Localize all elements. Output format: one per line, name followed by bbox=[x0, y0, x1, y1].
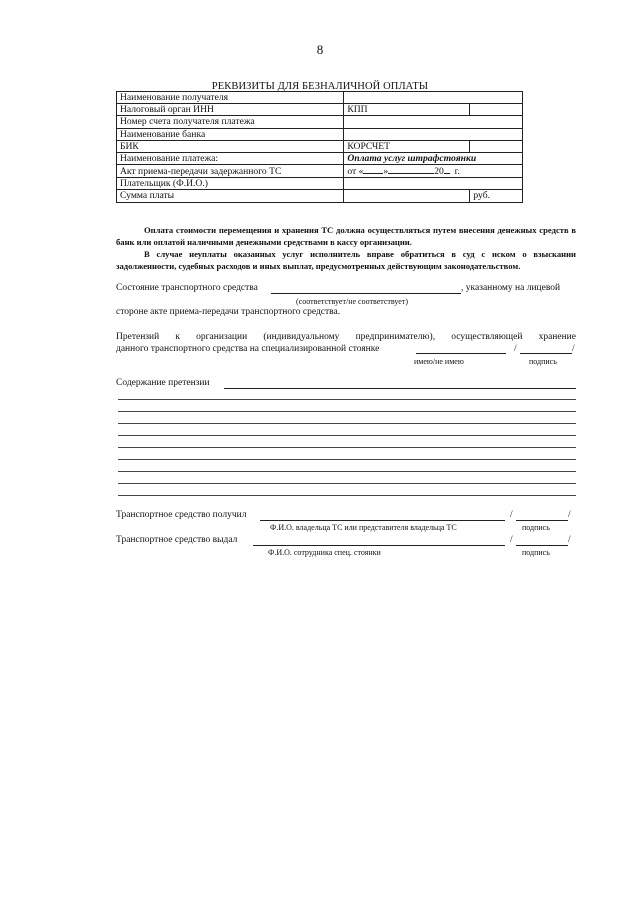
requisites-table bbox=[116, 91, 523, 203]
claim-line[interactable] bbox=[118, 459, 576, 460]
vehicle-state-label: Состояние транспортного средства bbox=[116, 283, 258, 293]
page-number: 8 bbox=[316, 42, 324, 57]
received-name-field[interactable] bbox=[260, 520, 505, 521]
row-value bbox=[344, 116, 523, 128]
row-value bbox=[344, 128, 523, 140]
corr-account-label: КОРСЧЕТ bbox=[347, 140, 391, 152]
table-row bbox=[117, 116, 523, 128]
row-label: Наименование банка bbox=[117, 128, 344, 140]
vehicle-state-suffix: , указанному на лицевой bbox=[461, 283, 561, 293]
claims-answer-field[interactable] bbox=[416, 353, 506, 354]
table-row bbox=[117, 152, 523, 164]
currency-label: руб. bbox=[473, 190, 490, 202]
claims-hint-right: подпись bbox=[529, 357, 557, 366]
row-label: Налоговый орган ИНН bbox=[117, 104, 344, 116]
vehicle-state-field[interactable] bbox=[271, 293, 461, 294]
received-sign-hint: подпись bbox=[522, 523, 550, 532]
row-value bbox=[344, 178, 523, 190]
requisites-title: РЕКВИЗИТЫ ДЛЯ БЕЗНАЛИЧНОЙ ОПЛАТЫ bbox=[211, 81, 429, 92]
claim-line[interactable] bbox=[118, 483, 576, 484]
row-label: БИК bbox=[117, 140, 344, 152]
issued-sign-hint: подпись bbox=[522, 548, 550, 557]
cell-divider bbox=[469, 190, 470, 201]
vehicle-state-hint: (соответствует/не соответствует) bbox=[296, 297, 408, 306]
act-date-prefix: от « bbox=[347, 166, 364, 178]
kpp-label: КПП bbox=[347, 104, 368, 116]
cell-divider bbox=[469, 104, 470, 115]
issued-signature-field[interactable] bbox=[516, 545, 568, 546]
table-row bbox=[117, 165, 523, 178]
claim-line[interactable] bbox=[118, 435, 576, 436]
claim-line[interactable] bbox=[118, 399, 576, 400]
issued-hint: Ф.И.О. сотрудника спец. стоянки bbox=[268, 548, 381, 557]
nonpayment-notice: В случае неуплаты оказанных услуг исполнитель вправе обратиться в суд с иском о взыскании задолженности, судебных расходов и иных выплат, предусмотренных действующим законодательством. bbox=[116, 249, 576, 271]
act-date-suffix: г. bbox=[454, 166, 460, 178]
claims-signature-field[interactable] bbox=[520, 353, 572, 354]
row-label: Номер счета получателя платежа bbox=[117, 116, 344, 128]
table-row bbox=[117, 190, 523, 202]
row-value bbox=[344, 92, 523, 104]
table-row bbox=[117, 140, 523, 152]
claims-line1: Претензий к организации (индивидуальному предпринимателю), осуществляющей хранение bbox=[116, 332, 576, 342]
act-date-quote: » bbox=[383, 166, 389, 178]
payment-purpose: Оплата услуг штрафстоянки bbox=[344, 152, 523, 164]
claim-line[interactable] bbox=[118, 423, 576, 424]
claim-line[interactable] bbox=[118, 471, 576, 472]
row-label: Наименование получателя bbox=[117, 92, 344, 104]
act-date-year: 20 bbox=[434, 166, 444, 178]
issued-name-field[interactable] bbox=[253, 545, 505, 546]
row-label: Сумма платы bbox=[117, 190, 344, 202]
claim-line[interactable] bbox=[118, 447, 576, 448]
row-label: Плательщик (Ф.И.О.) bbox=[117, 178, 344, 190]
table-row bbox=[117, 104, 523, 116]
received-signature-field[interactable] bbox=[516, 520, 568, 521]
issued-label: Транспортное средство выдал bbox=[116, 535, 238, 545]
claims-hint-left: имею/не имею bbox=[414, 357, 464, 366]
table-row bbox=[117, 178, 523, 190]
vehicle-state-line2: стороне акте приема-передачи транспортного средства. bbox=[116, 307, 341, 317]
claim-line[interactable] bbox=[118, 411, 576, 412]
payment-notice: Оплата стоимости перемещения и хранения ТС должна осуществляться путем внесения денежных средств в банк или оплатой наличными денежными средствами в кассу организации. bbox=[116, 225, 576, 247]
cell-divider bbox=[469, 141, 470, 152]
row-label: Наименование платежа: bbox=[117, 152, 344, 164]
claim-content-label: Содержание претензии bbox=[116, 378, 210, 388]
table-row bbox=[117, 128, 523, 140]
claim-line[interactable] bbox=[118, 495, 576, 496]
row-label: Акт приема-передачи задержанного ТС bbox=[117, 165, 344, 178]
received-hint: Ф.И.О. владельца ТС или представителя владельца ТС bbox=[270, 523, 457, 532]
received-label: Транспортное средство получил bbox=[116, 510, 247, 520]
claims-line2: данного транспортного средства на специализированной стоянке bbox=[116, 344, 380, 354]
table-row bbox=[117, 92, 523, 104]
claim-content-field[interactable] bbox=[224, 388, 576, 389]
